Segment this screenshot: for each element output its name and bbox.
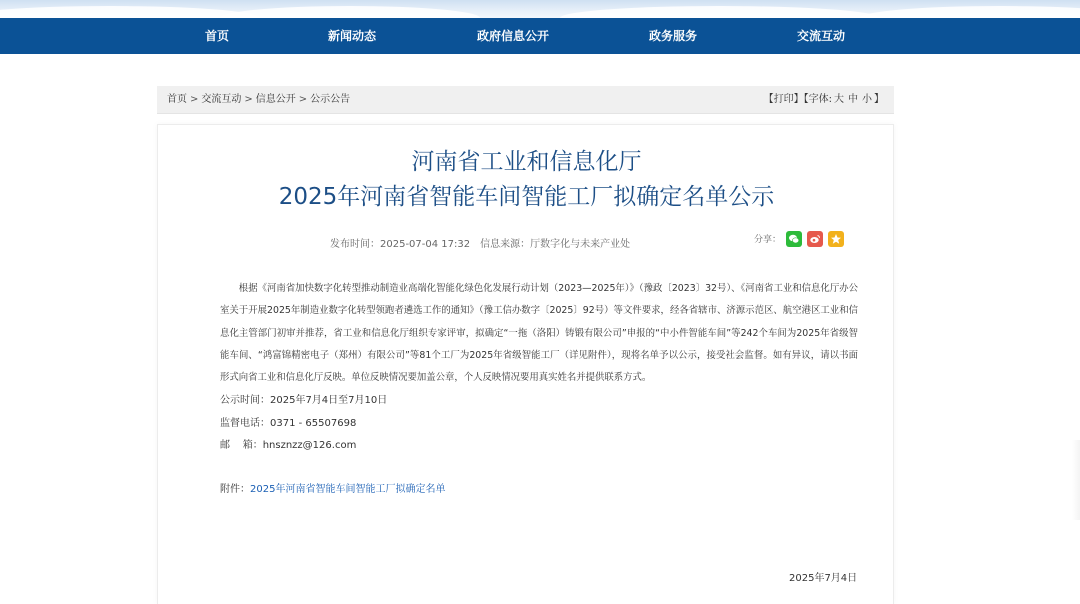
banner-decoration: [560, 6, 880, 18]
font-size-large[interactable]: 大: [834, 94, 844, 105]
font-size-label: 【字体:: [803, 94, 832, 105]
font-size-medium[interactable]: 中: [848, 94, 858, 105]
attachment: [220, 480, 445, 495]
scroll-edge: [1072, 440, 1080, 520]
breadcrumb-separator: >: [190, 94, 199, 105]
share-label: 分享：: [754, 235, 782, 245]
nav-home[interactable]: 首页: [205, 29, 230, 43]
nav-gov-info[interactable]: 政府信息公开: [477, 29, 550, 43]
info-source: 信息来源：厅数字化与未来产业处: [480, 239, 631, 250]
article-title-org: 河南省工业和信息化厅: [411, 149, 642, 175]
page-tools: [764, 86, 884, 114]
public-period: 公示时间：2025年7月4日至7月10日: [220, 395, 388, 406]
nav-news[interactable]: 新闻动态: [328, 29, 377, 43]
breadcrumb-home[interactable]: 首页: [167, 94, 187, 105]
main-nav: [0, 18, 1080, 54]
attachment-link[interactable]: 2025年河南省智能车间智能工厂拟确定名单: [250, 484, 446, 495]
banner-decoration: [860, 6, 1080, 18]
breadcrumb-bar: [157, 86, 894, 114]
wechat-icon[interactable]: [786, 231, 802, 247]
breadcrumb: [167, 86, 350, 114]
nav-interaction[interactable]: 交流互动: [797, 29, 846, 43]
breadcrumb-separator: >: [244, 94, 253, 105]
article-panel: [157, 124, 894, 604]
breadcrumb-notice[interactable]: 公示公告: [310, 94, 351, 105]
top-banner: [0, 0, 1080, 18]
weibo-icon[interactable]: [807, 231, 823, 247]
breadcrumb-separator: >: [298, 94, 308, 105]
signature-date: 2025年7月4日: [789, 573, 858, 584]
font-size-small[interactable]: 小: [862, 94, 872, 105]
supervision-phone: 监督电话：0371 - 65507698: [220, 418, 357, 429]
font-size-close: 】: [874, 94, 884, 105]
contact-email: 邮 箱：hnsznzz@126.com: [220, 440, 357, 451]
article-body: 根据《河南省加快数字化转型推动制造业高端化智能化绿色化发展行动计划（2023—2025年）》（豫政〔2023〕32号）、《河南省工业和信息化厅办公室关于开展2025年制造业数字化转型领跑者遴选工作的通知》（豫工信办数字〔2025〕92号）等文件要求，经各省辖市、济源示范区、航空港区工业和信息化主管部门初审并推荐，省工业和信息化厅组织专家评审，拟确定“一拖（洛阳）铸锻有限公司”申报的“中小件智能车间”等242个车间为2025年省级智能车间、“鸿富锦精密电子（郑州）有限公司”等81个工厂为2025年省级智能工厂（详见附件），现将名单予以公示，接受社会监督。如有异议，请以书面形式向省工业和信息化厅反映。单位反映情况要加盖公章，个人反映情况要用真实姓名并提供联系方式。: [220, 283, 858, 384]
nav-services[interactable]: 政务服务: [649, 29, 698, 43]
article-title: 2025年河南省智能车间智能工厂拟确定名单公示: [278, 184, 775, 210]
publish-time: 发布时间：2025-07-04 17:32: [330, 239, 471, 250]
breadcrumb-interaction[interactable]: 交流互动: [201, 94, 242, 105]
breadcrumb-info-public[interactable]: 信息公开: [255, 94, 296, 105]
print-button[interactable]: 【打印】: [763, 94, 804, 105]
qzone-icon[interactable]: [828, 231, 844, 247]
attachment-label: 附件：: [220, 484, 250, 495]
article-meta: [330, 235, 630, 250]
banner-decoration: [220, 6, 480, 18]
